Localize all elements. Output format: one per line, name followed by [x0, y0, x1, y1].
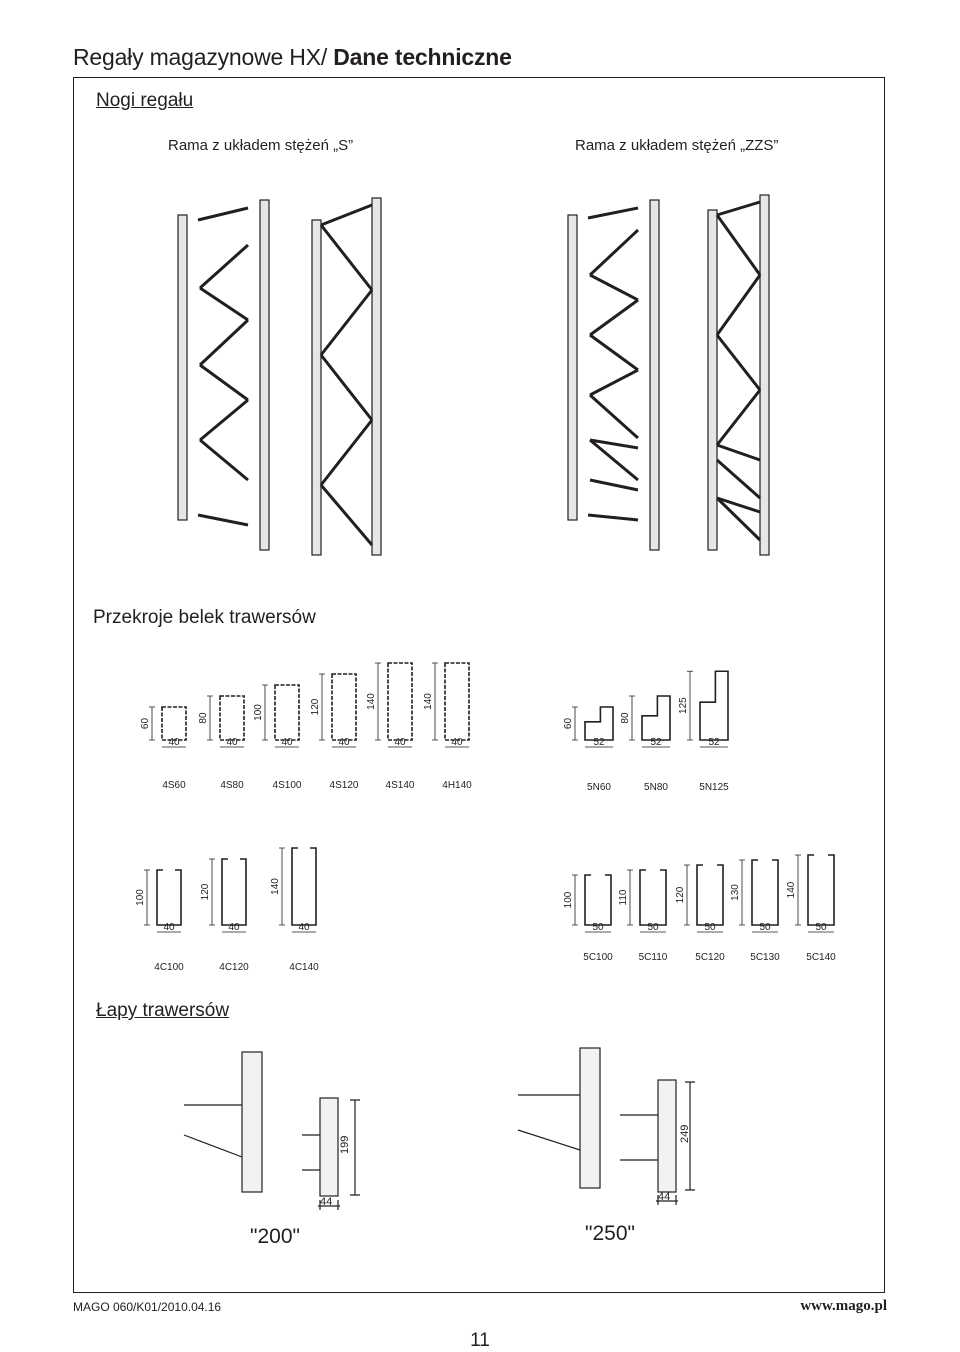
title-bold: Dane techniczne	[333, 44, 512, 70]
section-name: 4S60	[162, 780, 186, 791]
beam-4h140	[423, 663, 472, 791]
section-name: 4C140	[289, 962, 319, 973]
dim-height: 100	[563, 891, 574, 909]
connectors-illustration	[180, 1040, 740, 1220]
section-name: 4C100	[154, 962, 184, 973]
dim-height: 120	[200, 883, 211, 901]
section-name: 5C100	[583, 952, 613, 963]
section-name: 5C120	[695, 952, 725, 963]
beam-4s80	[198, 696, 244, 791]
section-name: 5C110	[638, 952, 668, 963]
beam-5c110	[618, 870, 668, 963]
frame-s-assembled	[312, 198, 381, 555]
connector-200	[184, 1052, 360, 1210]
dim-height: 80	[620, 712, 631, 724]
beam-4c120	[200, 859, 249, 973]
dim-height: 125	[678, 697, 689, 714]
dim-width: 52	[708, 737, 720, 748]
dim-width: 52	[593, 737, 605, 748]
dim-width: 40	[281, 737, 293, 748]
dim-height: 80	[198, 712, 209, 724]
section-name: 4S80	[220, 780, 244, 791]
dim-199: 199	[339, 1135, 351, 1154]
dim-width: 40	[163, 922, 175, 933]
dim-width: 50	[647, 922, 659, 933]
beam-4s60	[140, 707, 186, 791]
frame-zzs-caption: Rama z układem stężeń „ZZS”	[575, 137, 779, 154]
section-name: 4S140	[385, 780, 415, 791]
connector-250-label: "250"	[585, 1222, 635, 1245]
connector-200-label: "200"	[250, 1225, 300, 1248]
dim-height: 140	[423, 693, 434, 710]
section-name: 5N60	[587, 782, 611, 793]
connector-250	[518, 1048, 695, 1205]
beam-5n60	[563, 707, 613, 793]
dim-width: 50	[592, 922, 604, 933]
dim-height: 100	[253, 704, 264, 721]
beam-5c120	[675, 865, 725, 963]
frame-zzs-exploded	[568, 200, 659, 550]
page-number: 11	[470, 1330, 490, 1351]
beam-4s100	[253, 685, 302, 791]
frame-s-caption: Rama z układem stężeń „S”	[168, 137, 354, 154]
dim-249: 249	[679, 1124, 691, 1143]
dim-width: 40	[338, 737, 350, 748]
section-name: 5C130	[750, 952, 780, 963]
beam-4s140	[366, 663, 415, 791]
beam-sections-illustration	[120, 660, 860, 980]
dim-44-right: 44	[658, 1191, 671, 1203]
section-name: 5N80	[644, 782, 668, 793]
dim-width: 40	[394, 737, 406, 748]
section-name: 4C120	[219, 962, 249, 973]
dim-height: 130	[730, 884, 741, 901]
dim-height: 120	[675, 886, 686, 904]
dim-height: 140	[786, 881, 797, 899]
connectors-heading: Łapy trawersów	[96, 1000, 230, 1021]
beam-5c130	[730, 860, 780, 963]
dim-width: 40	[298, 922, 310, 933]
dim-width: 50	[759, 922, 771, 933]
dim-width: 40	[451, 737, 463, 748]
beams-heading: Przekroje belek trawersów	[93, 607, 316, 628]
frame-zzs-assembled	[708, 195, 769, 555]
dim-width: 50	[704, 922, 716, 933]
beam-5c100	[563, 875, 613, 963]
beam-5n125	[678, 671, 729, 793]
dim-height: 110	[618, 889, 629, 906]
section-name: 5N125	[699, 782, 729, 793]
dim-width: 40	[228, 922, 240, 933]
frames-illustration	[160, 190, 840, 570]
dim-width: 52	[650, 737, 662, 748]
section-name: 4S100	[272, 780, 302, 791]
dim-width: 40	[168, 737, 180, 748]
section-name: 4S120	[329, 780, 359, 791]
dim-width: 40	[226, 737, 238, 748]
beam-5c140	[786, 855, 836, 963]
website: www.mago.pl	[800, 1298, 887, 1314]
dim-width: 50	[815, 922, 827, 933]
dim-height: 140	[270, 878, 281, 895]
doc-code: MAGO 060/K01/2010.04.16	[73, 1300, 222, 1314]
frame-s-exploded	[178, 200, 269, 550]
page-title	[73, 44, 512, 71]
section-name: 4H140	[442, 780, 472, 791]
beam-4s120	[310, 674, 359, 791]
dim-height: 60	[140, 717, 151, 730]
legs-heading: Nogi regału	[96, 90, 194, 111]
section-name: 5C140	[806, 952, 836, 963]
dim-44-left: 44	[320, 1196, 333, 1208]
dim-height: 60	[563, 717, 574, 730]
beam-4c140	[270, 848, 319, 973]
dim-height: 100	[135, 889, 146, 906]
dim-height: 140	[366, 693, 377, 710]
beam-5n80	[620, 696, 670, 793]
title-regular: Regały magazynowe HX/	[73, 44, 334, 70]
beam-4c100	[135, 870, 184, 973]
dim-height: 120	[310, 698, 321, 716]
